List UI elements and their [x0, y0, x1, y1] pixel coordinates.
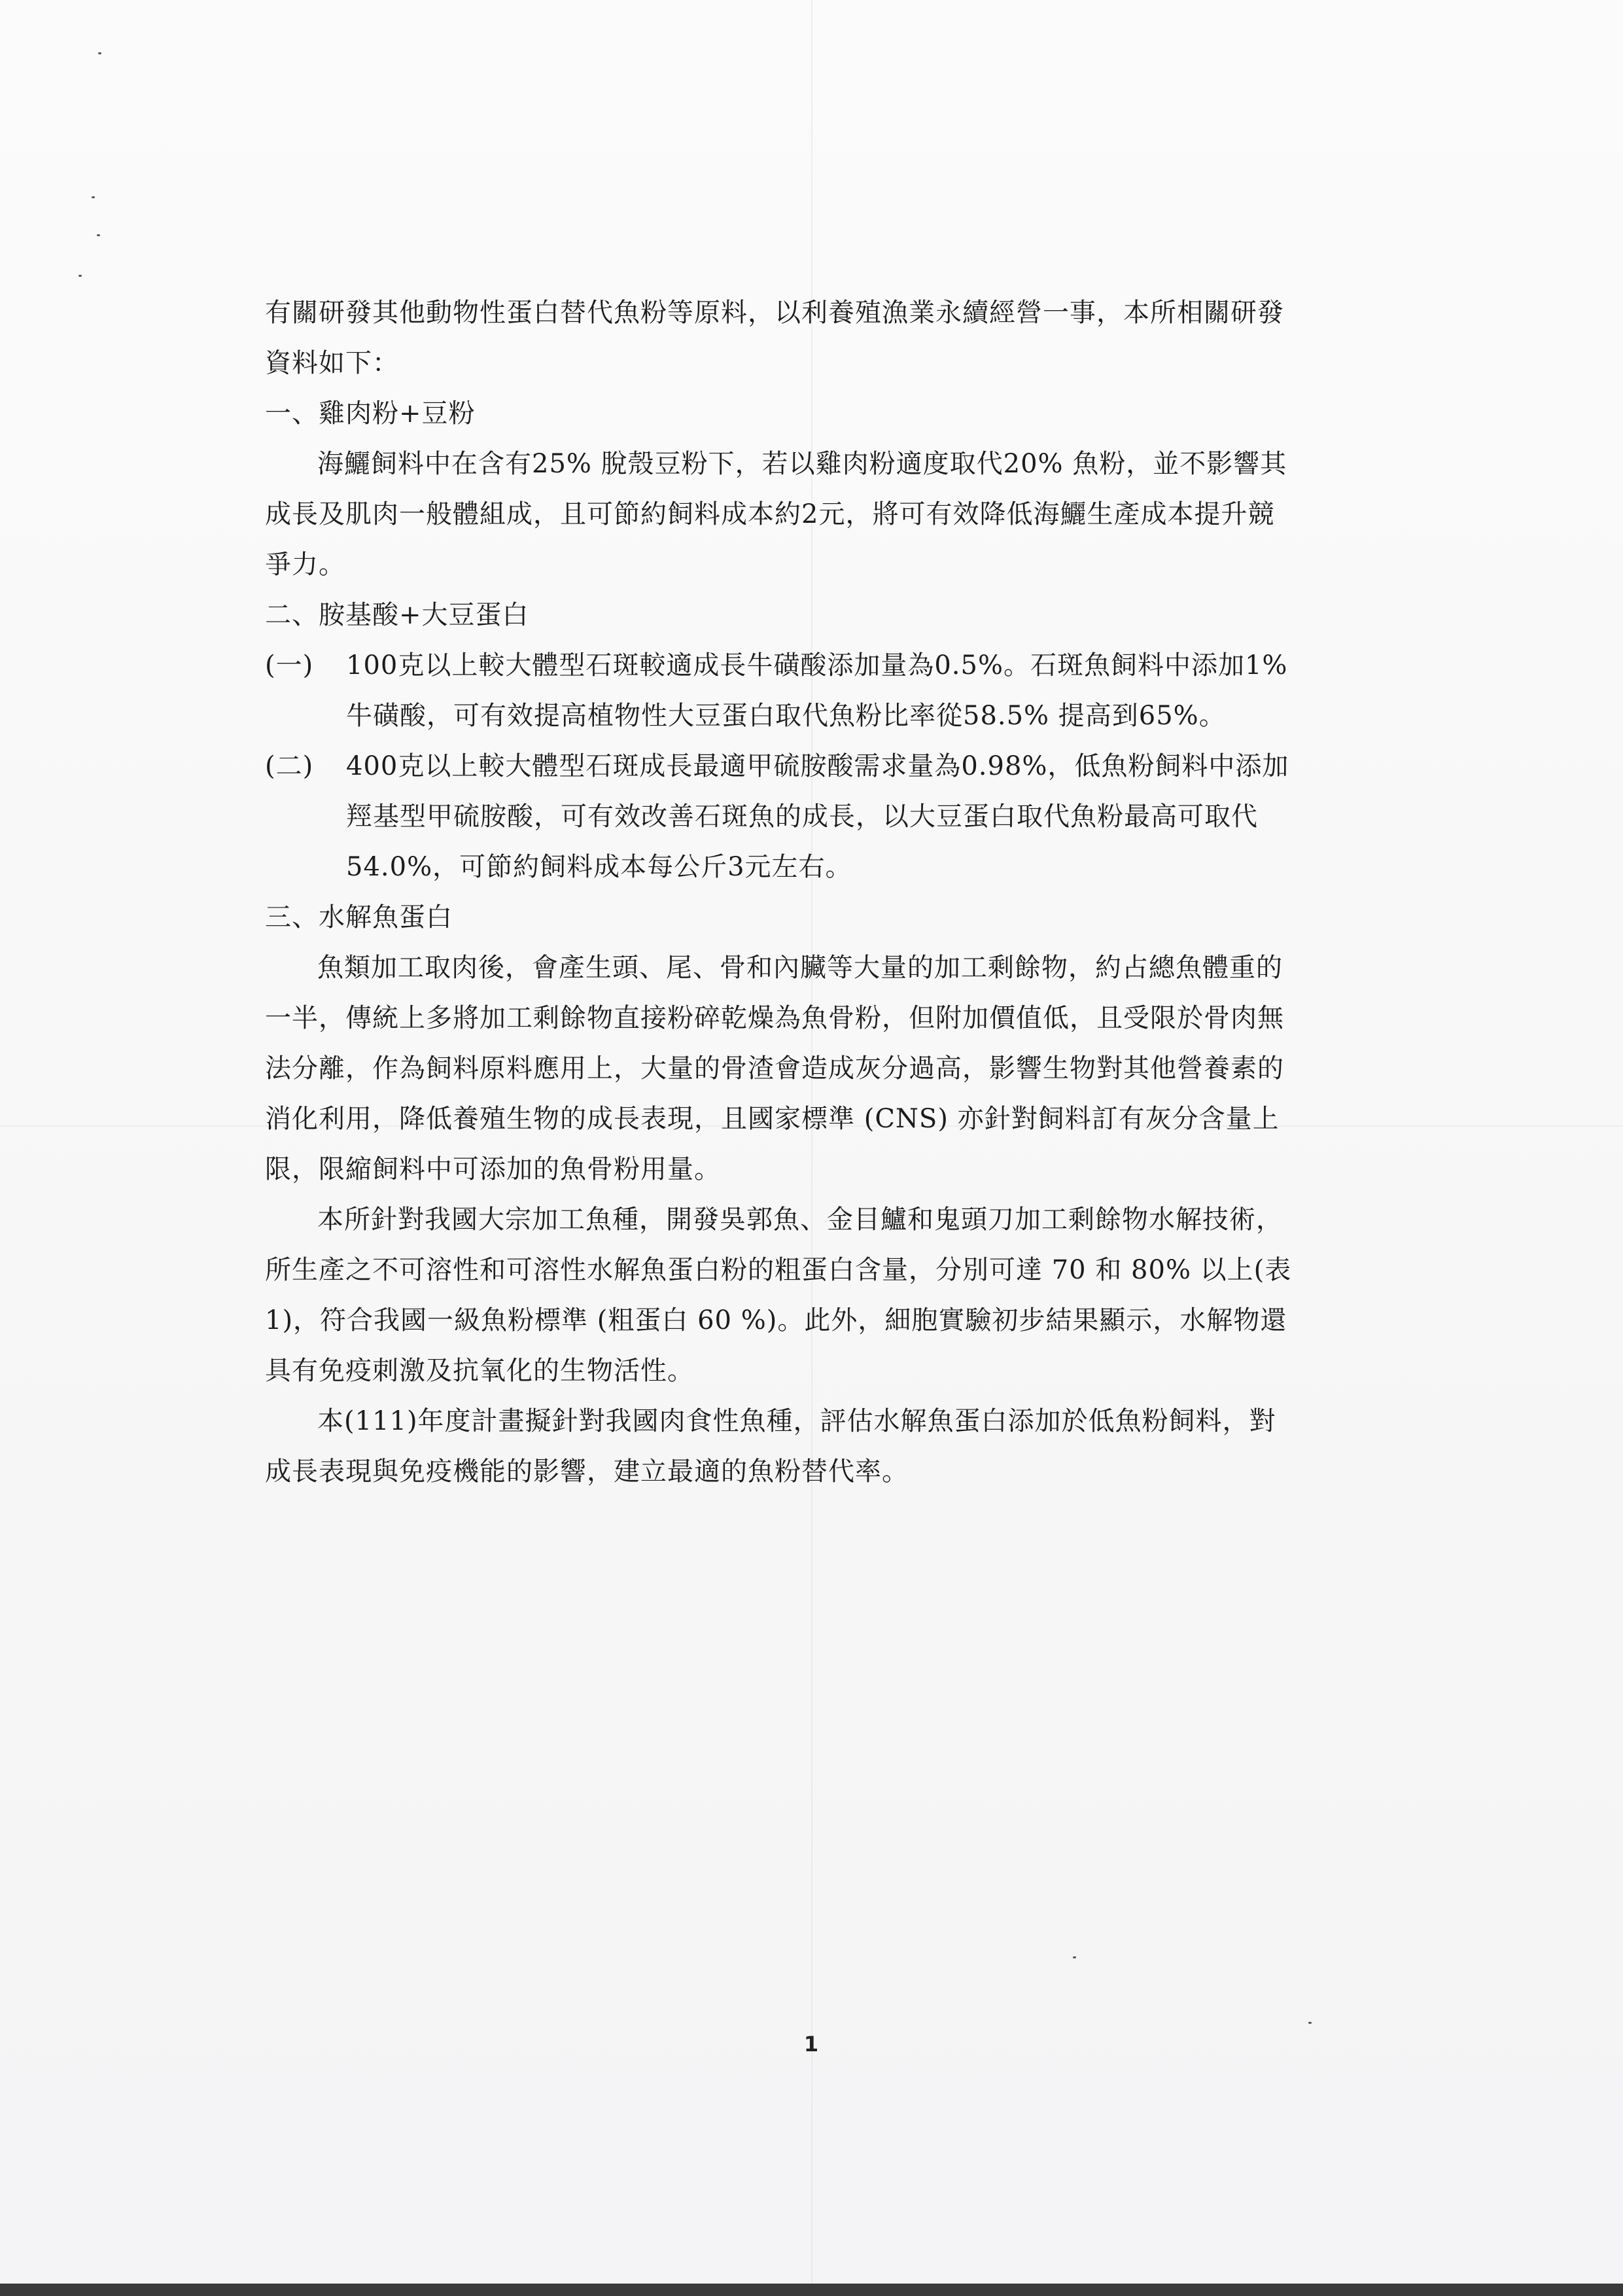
scan-speck: [98, 52, 101, 54]
scan-speck: [97, 234, 100, 236]
section-3-paragraph-1: 魚類加工取肉後，會產生頭、尾、骨和內臟等大量的加工剩餘物，約占總魚體重的一半，傳統上多將加工剩餘物直接粉碎乾燥為魚骨粉，但附加價值低，且受限於骨肉無法分離，作為飼料原料應用上，大量的骨渣會造成灰分過高，影響生物對其他營養素的消化利用，降低養殖生物的成長表現，且國家標準 (CNS) 亦針對飼料訂有灰分含量上限，限縮飼料中可添加的魚骨粉用量。: [265, 953, 1284, 1184]
scan-bottom-edge: [0, 2284, 1623, 2296]
section-heading-1: 一、雞肉粉+豆粉: [265, 398, 476, 429]
document-body: [265, 288, 1299, 1497]
section-1-paragraph: 海鱺飼料中在含有25% 脫殼豆粉下，若以雞肉粉適度取代20% 魚粉，並不影響其成長及肌肉一般體組成，且可節約飼料成本約2元，將可有效降低海鱺生產成本提升競爭力。: [265, 449, 1287, 580]
section-heading-2: 二、胺基酸+大豆蛋白: [265, 600, 529, 630]
item-text: 400克以上較大體型石斑成長最適甲硫胺酸需求量為0.98%，低魚粉飼料中添加羥基型甲硫胺酸，可有效改善石斑魚的成長，以大豆蛋白取代魚粉最高可取代54.0%，可節約飼料成本每公斤3元左右。: [346, 751, 1289, 882]
scan-speck: [1073, 1956, 1076, 1958]
scan-speck: [79, 275, 82, 277]
item-text: 100克以上較大體型石斑較適成長牛磺酸添加量為0.5%。石斑魚飼料中添加1%牛磺酸，可有效提高植物性大豆蛋白取代魚粉比率從58.5% 提高到65%。: [346, 650, 1288, 731]
section-2-item-1: [265, 641, 1299, 741]
section-heading-3: 三、水解魚蛋白: [265, 902, 453, 932]
section-3-paragraph-3: 本(111)年度計畫擬針對我國肉食性魚種，評估水解魚蛋白添加於低魚粉飼料，對成長表現與免疫機能的影響，建立最適的魚粉替代率。: [265, 1406, 1276, 1487]
page-number: 1: [803, 2032, 819, 2057]
section-2-item-2: [265, 741, 1299, 892]
scan-speck: [1308, 2022, 1312, 2024]
section-3-paragraph-2: 本所針對我國大宗加工魚種，開發吳郭魚、金目鱸和鬼頭刀加工剩餘物水解技術，所生產之不可溶性和可溶性水解魚蛋白粉的粗蛋白含量，分別可達 70 和 80% 以上(表1)，符合我國一級魚粉標準 (粗蛋白 60 %)。此外，細胞實驗初步結果顯示，水解物還具有免疫刺激及抗氧化的生物活性。: [265, 1205, 1292, 1386]
scan-speck: [92, 196, 95, 198]
item-label: (一): [265, 650, 314, 680]
item-label: (二): [265, 751, 314, 781]
intro-paragraph: 有關研發其他動物性蛋白替代魚粉等原料，以利養殖漁業永續經營一事，本所相關研發資料如下：: [265, 298, 1284, 378]
